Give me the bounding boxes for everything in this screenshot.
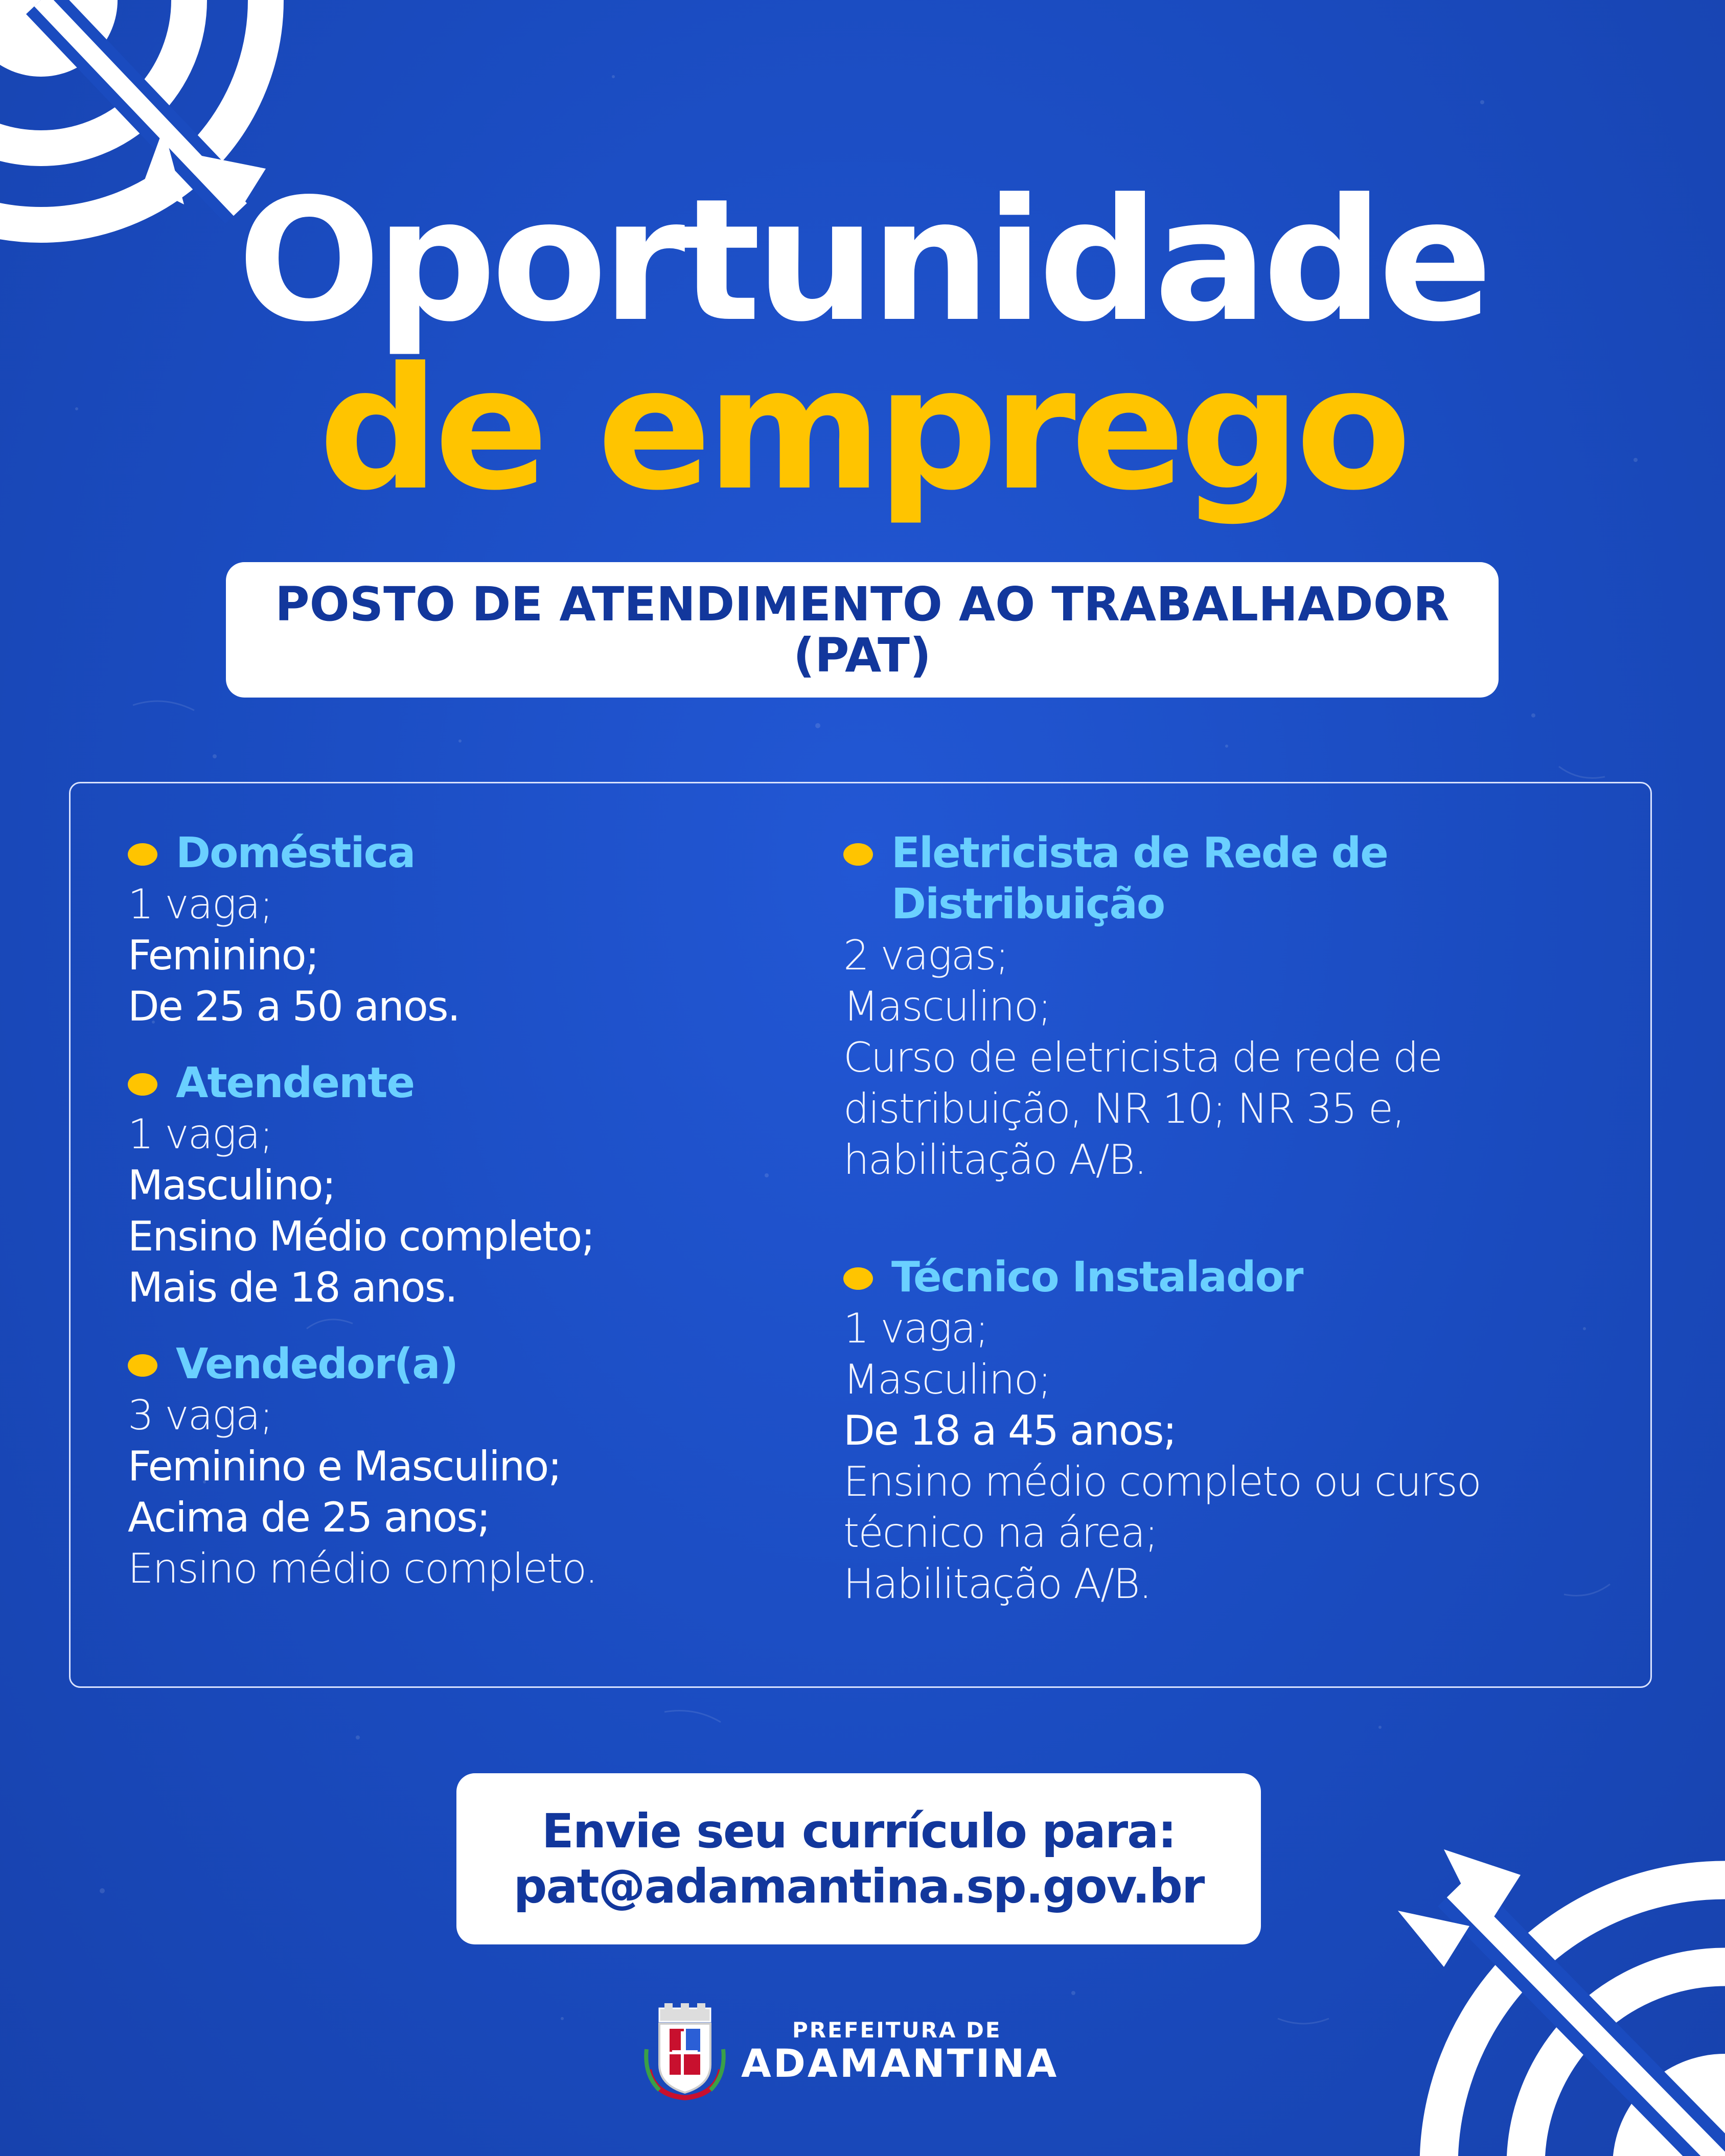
job-tecnico-instalador [843,1252,1584,1610]
job-line: 1 vaga; [128,880,272,928]
job-line: Feminino e Masculino; [128,1443,561,1490]
job-line: Ensino médio completo. [128,1545,597,1592]
job-line: Masculino; [843,1356,1051,1403]
jobs-left-column [128,828,792,1620]
job-line: Ensino Médio completo; [128,1213,594,1260]
job-line: 2 vagas; [843,932,1008,979]
job-line: técnico na área; [843,1509,1158,1557]
job-line: De 25 a 50 anos. [128,983,459,1030]
job-line: distribuição, NR 10; NR 35 e, [843,1085,1405,1132]
job-title: Técnico Instalador [891,1253,1303,1302]
job-title-cont: Distribuição [891,880,1165,929]
contact-banner [456,1773,1261,1944]
job-line: habilitação A/B. [843,1136,1146,1184]
pat-banner [226,562,1499,698]
job-line: Ensino médio completo ou curso [843,1458,1481,1505]
title-line-2: de emprego [318,331,1407,527]
prefeitura-logo [644,2003,1059,2100]
bullet-icon [843,843,873,866]
job-domestica [128,828,792,1032]
bullet-icon [128,843,157,866]
bullet-icon [128,1073,157,1096]
job-line: Habilitação A/B. [843,1560,1151,1608]
job-title: Vendedor(a) [176,1340,458,1388]
target-arrow-icon [1367,1798,1725,2156]
job-vendedor [128,1339,792,1594]
contact-email[interactable]: pat@adamantina.sp.gov.br [513,1859,1204,1914]
bullet-icon [843,1267,873,1290]
job-line: 1 vaga; [128,1110,272,1158]
job-line: Mais de 18 anos. [128,1264,457,1311]
contact-label: Envie seu currículo para: [541,1803,1176,1859]
logo-text [741,2018,1059,2086]
job-title: Atendente [176,1059,415,1107]
job-line: Acima de 25 anos; [128,1494,490,1541]
bullet-icon [128,1354,157,1377]
pat-line-2: (PAT) [793,628,931,683]
job-atendente [128,1058,792,1313]
logo-prefix: PREFEITURA DE [792,2018,1002,2043]
job-line: De 18 a 45 anos; [843,1407,1176,1454]
jobs-right-column [843,828,1584,1635]
job-line: 1 vaga; [843,1305,988,1352]
logo-city: ADAMANTINA [741,2041,1059,2086]
job-line: Masculino; [128,1162,335,1209]
job-eletricista [843,828,1584,1186]
job-line: Masculino; [843,983,1051,1030]
pat-line-1: POSTO DE ATENDIMENTO AO TRABALHADOR [275,576,1450,632]
job-line: 3 vaga; [128,1392,272,1439]
job-line: Feminino; [128,932,318,979]
job-title: Eletricista de Rede de [891,829,1388,877]
job-title: Doméstica [176,829,415,877]
job-line: Curso de eletricista de rede de [843,1034,1442,1081]
title-line-1: Oportunidade [237,163,1488,359]
city-crest-icon [644,2003,726,2100]
